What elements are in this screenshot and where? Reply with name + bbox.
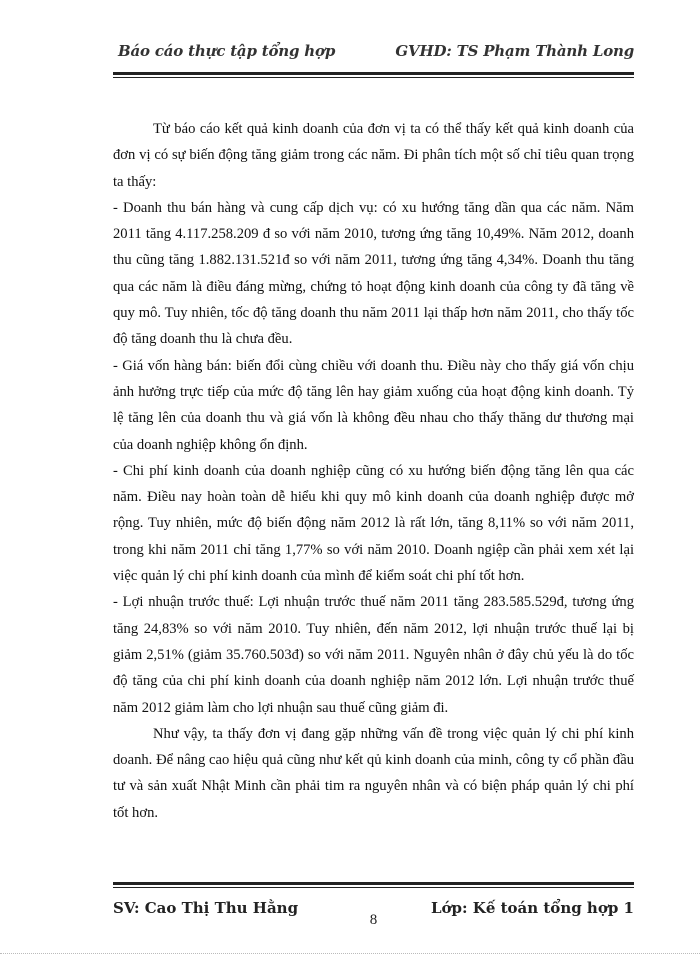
paragraph-operating-cost: - Chi phí kinh doanh của doanh nghiệp cũng có xu hướng biến động tăng lên qua các năm. Điều nay hoàn toàn dễ hiểu khi quy mô kinh doanh của doanh nghiệp được mở rộng. Tuy nhiên, mức độ biến động năm 2012 là rất lớn, tăng 8,11% so với năm 2011, trong khi năm 2011 chỉ tăng 1,77% so với năm 2010. Doanh ngiệp cần phải xem xét lại việc quản lý chi phí kinh doanh của mình để kiểm soát chi phí tốt hơn. xyxy=(113,462,634,585)
footer-rule-thick xyxy=(113,882,634,885)
paragraph-cost-of-goods: - Giá vốn hàng bán: biến đổi cùng chiều với doanh thu. Điều này cho thấy giá vốn chịu ảnh hưởng trực tiếp của mức độ tăng lên hay giảm xuống của hoạt động kinh doanh. Tỷ lệ tăng lên của doanh thu và giá vốn là không đều nhau cho thấy thăng dư thương mại của doanh nghiệp không ổn định. xyxy=(113,357,634,453)
page-number: 8 xyxy=(369,912,378,928)
footer-student: SV: Cao Thị Thu Hằng xyxy=(113,899,299,917)
header-rule-thick xyxy=(113,72,634,75)
footer-rule-thin xyxy=(113,887,634,888)
paragraph-conclusion: Như vậy, ta thấy đơn vị đang gặp những vấn đề trong việc quản lý chi phí kinh doanh. Để nâng cao hiệu quả cũng như kết qủ kinh doanh của minh, công ty cổ phần đầu tư và sản xuất Nhật Minh cần phải tim ra nguyên nhân và có biện pháp quản lý chi phí tốt hơn. xyxy=(113,725,634,821)
footer-class: Lớp: Kế toán tổng hợp 1 xyxy=(431,899,634,917)
header-rule-thin xyxy=(113,77,634,78)
paragraph-intro: Từ báo cáo kết quả kinh doanh của đơn vị ta có thể thấy kết quả kinh doanh của đơn vị có sự biến động tăng giảm trong các năm. Đi phân tích một số chỉ tiêu quan trọng ta thấy: xyxy=(113,121,634,190)
page-header xyxy=(118,42,634,68)
paragraph-revenue: - Doanh thu bán hàng và cung cấp dịch vụ: có xu hướng tăng dần qua các năm. Năm 2011 tăng 4.117.258.209 đ so với năm 2010, tương ứng tăng 10,49%. Năm 2012, doanh thu cũng tăng 1.882.131.521đ so với năm 2011, tương ứng tăng 4,34%. Doanh thu tăng qua các năm là điều đáng mừng, chứng tỏ hoạt động kinh doanh của công ty đã tăng về quy mô. Tuy nhiên, tốc độ tăng doanh thu năm 2011 lại thấp hơn năm 2011, cho thấy tốc độ tăng doanh thu là chưa đều. xyxy=(113,199,634,348)
page-edge-divider xyxy=(0,953,700,954)
document-body xyxy=(113,116,634,826)
paragraph-profit: - Lợi nhuận trước thuế: Lợi nhuận trước thuế năm 2011 tăng 283.585.529đ, tương ứng tăng 24,83% so với năm 2010. Tuy nhiên, đến năm 2012, lợi nhuận trước thuế lại bị giảm 2,51% (giảm 35.760.503đ) so với năm 2011. Nguyên nhân ở đây chủ yếu là do tốc độ tăng của chi phí kinh doanh của doanh nghiệp năm 2012 lớn. Lợi nhuận trước thuế năm 2012 giảm làm cho lợi nhuận sau thuế cũng giảm đi. xyxy=(113,594,634,716)
header-report-title: Báo cáo thực tập tổng hợp xyxy=(118,42,336,60)
header-supervisor: GVHD: TS Phạm Thành Long xyxy=(395,42,634,60)
